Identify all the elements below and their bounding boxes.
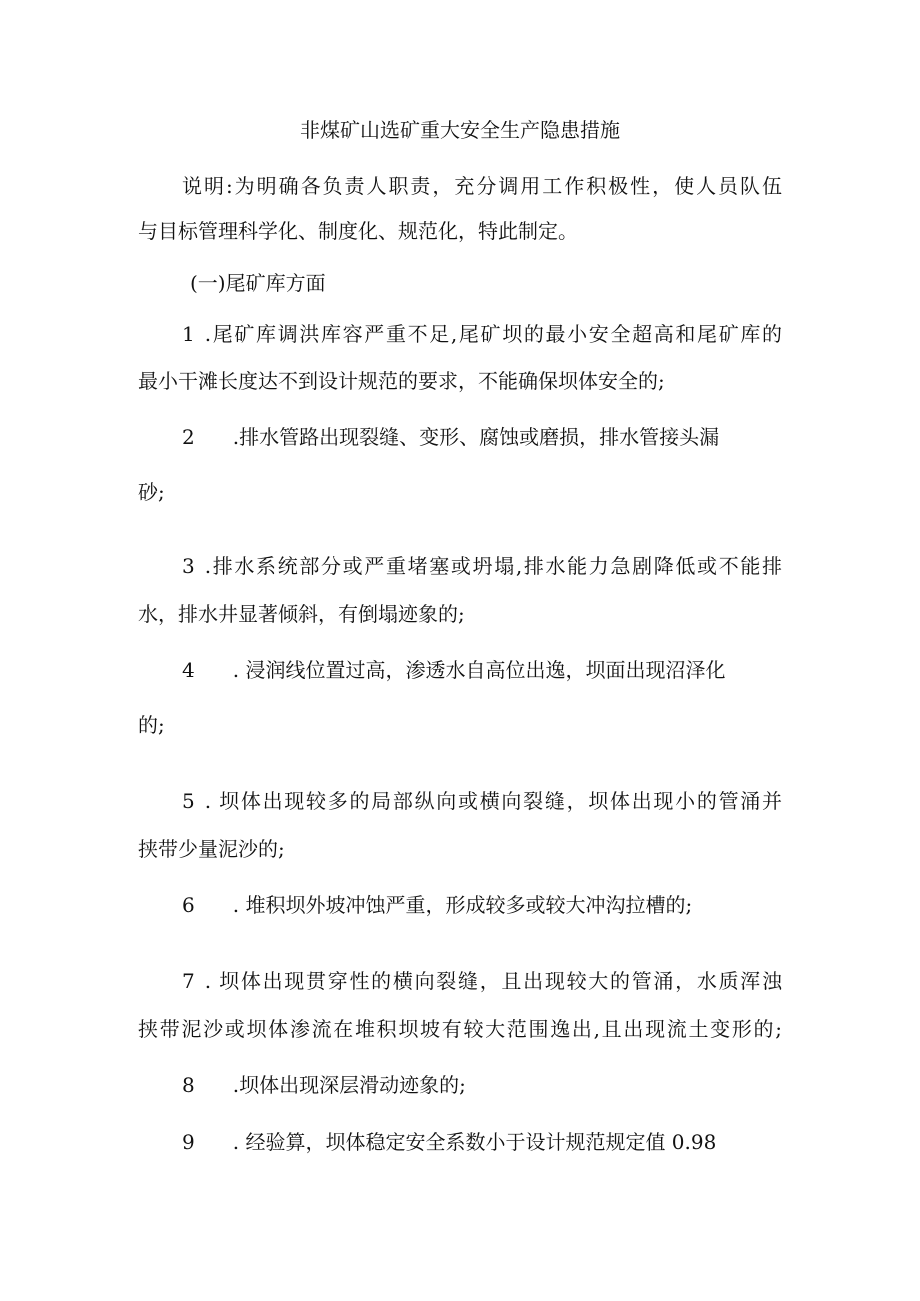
item-8-line-1 bbox=[182, 1071, 466, 1099]
item-6-line-1 bbox=[182, 891, 692, 919]
item-number: 8 bbox=[182, 1073, 195, 1097]
item-text: .坝体出现深层滑动迹象的; bbox=[232, 1073, 466, 1097]
item-number: 1 bbox=[182, 322, 195, 346]
item-1-line-2: 最小干滩长度达不到设计规范的要求，不能确保坝体安全的; bbox=[138, 369, 665, 393]
item-7-line-2: 挟带泥沙或坝体渗流在堆积坝坡有较大范围逸出,且出现流土变形的; bbox=[138, 1017, 782, 1041]
item-3-line-2: 水，排水井显著倾斜，有倒塌迹象的; bbox=[138, 602, 465, 626]
item-number: 3 bbox=[182, 554, 195, 578]
intro-line-2: 与目标管理科学化、制度化、规范化，特此制定。 bbox=[138, 219, 578, 243]
item-number: 4 bbox=[182, 658, 195, 682]
item-text: . 堆积坝外坡冲蚀严重，形成较多或较大冲沟拉槽的; bbox=[232, 893, 693, 917]
item-text: . 经验算，坝体稳定安全系数小于设计规范规定值 0.98 bbox=[232, 1130, 717, 1154]
item-number: 9 bbox=[182, 1130, 195, 1154]
item-2-line-2: 砂; bbox=[138, 480, 165, 504]
item-9-line-1 bbox=[182, 1128, 716, 1156]
intro-line-1: 说明:为明确各负责人职责，充分调用工作积极性，使人员队伍 bbox=[182, 174, 782, 198]
item-text: .排水管路出现裂缝、变形、腐蚀或磨损，排水管接头漏 bbox=[232, 425, 720, 449]
section-heading: (一)尾矿库方面 bbox=[190, 271, 326, 295]
item-2-line-1 bbox=[182, 423, 719, 451]
item-text: . 坝体出现贯穿性的横向裂缝，且出现较大的管涌，水质浑浊 bbox=[204, 969, 782, 993]
item-5-line-2: 挟带少量泥沙的; bbox=[138, 837, 285, 861]
item-number: 2 bbox=[182, 425, 195, 449]
document-title: 非煤矿山选矿重大安全生产隐患措施 bbox=[300, 118, 620, 142]
item-number: 5 bbox=[182, 789, 195, 813]
item-7-line-1 bbox=[182, 967, 782, 995]
item-number: 6 bbox=[182, 893, 195, 917]
item-text: .尾矿库调洪库容严重不足,尾矿坝的最小安全超高和尾矿库的 bbox=[204, 322, 782, 346]
item-text: . 坝体出现较多的局部纵向或横向裂缝，坝体出现小的管涌并 bbox=[204, 789, 782, 813]
item-number: 7 bbox=[182, 969, 195, 993]
item-text: .排水系统部分或严重堵塞或坍塌,排水能力急剧降低或不能排 bbox=[204, 554, 782, 578]
item-4-line-2: 的; bbox=[138, 713, 165, 737]
item-1-line-1 bbox=[182, 320, 782, 348]
item-text: . 浸润线位置过高，渗透水自高位出逸，坝面出现沼泽化 bbox=[232, 658, 726, 682]
item-5-line-1 bbox=[182, 787, 782, 815]
item-4-line-1 bbox=[182, 656, 725, 684]
item-3-line-1 bbox=[182, 552, 782, 580]
